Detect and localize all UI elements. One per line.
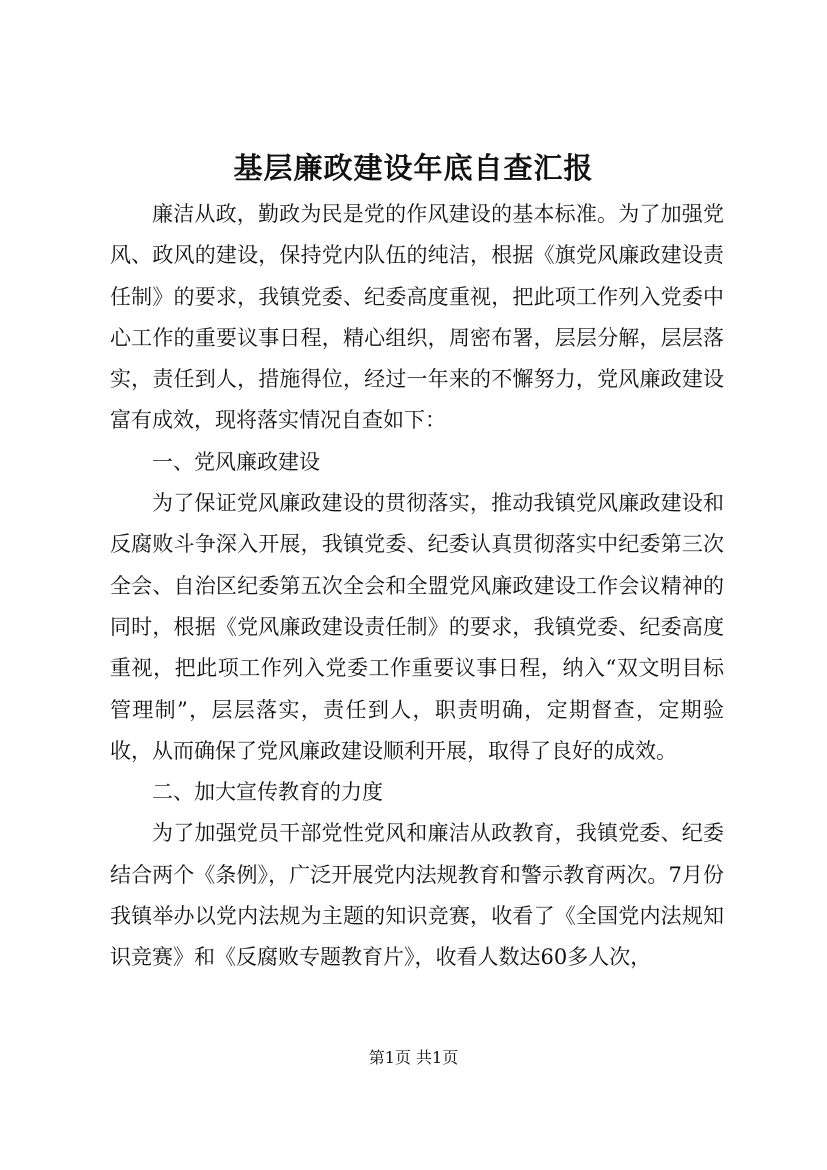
paragraph-intro: 廉洁从政，勤政为民是党的作风建设的基本标准。为了加强党风、政风的建设，保持党内队伍的纯洁，根据《旗党风廉政建设责任制》的要求，我镇党委、纪委高度重视，把此项工作列入党委中心工作的重要议事日程，精心组织，周密布署，层层分解，层层落实，责任到人，措施得位，经过一年来的不懈努力，党风廉政建设富有成效，现将落实情况自查如下： <box>110 202 724 433</box>
paragraph-section-1: 为了保证党风廉政建设的贯彻落实，推动我镇党风廉政建设和反腐败斗争深入开展，我镇党委、纪委认真贯彻落实中纪委第三次全会、自治区纪委第五次全会和全盟党风廉政建设工作会议精神的同时，根据《党风廉政建设责任制》的要求，我镇党委、纪委高度重视，把此项工作列入党委工作重要议事日程，纳入“双文明目标管理制”，层层落实，责任到人，职责明确，定期督查，定期验收，从而确保了党风廉政建设顺利开展，取得了良好的成效。 <box>110 491 724 763</box>
document-title: 基层廉政建设年底自查汇报 <box>233 151 594 185</box>
document-body <box>110 194 724 979</box>
section-heading-2: 二、加大宣传教育的力度 <box>152 780 383 805</box>
section-heading-1: 一、党风廉政建设 <box>152 449 320 474</box>
paragraph-section-2: 为了加强党员干部党性党风和廉洁从政教育，我镇党委、纪委结合两个《条例》，广泛开展党内法规教育和警示教育两次。7月份我镇举办以党内法规为主题的知识竞赛，收看了《全国党内法规知识竞赛》和《反腐败专题教育片》，收看人数达60多人次， <box>110 821 724 970</box>
page-footer: 第1页 共1页 <box>368 1048 459 1067</box>
